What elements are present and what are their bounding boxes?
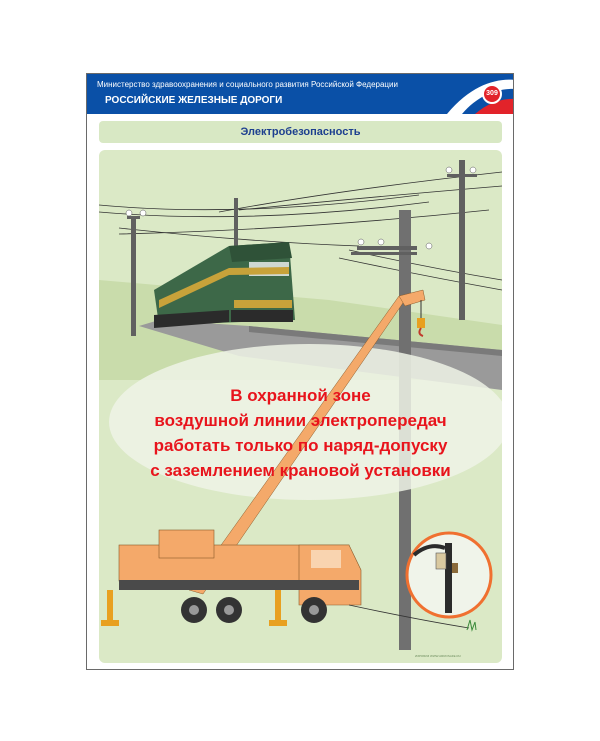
poster <box>86 73 514 670</box>
grounding-detail <box>407 533 491 617</box>
header-banner <box>87 74 513 114</box>
ministry-text: Министерство здравоохранения и социального развития Российской Федерации <box>97 80 398 89</box>
illustration-scene <box>99 150 502 663</box>
poster-number-badge: 309 <box>482 84 502 104</box>
page-title: Электробезопасность <box>99 121 502 143</box>
warning-message <box>99 383 502 483</box>
warning-line: В охранной зоне <box>230 386 371 405</box>
warning-line: с заземлением крановой установки <box>150 461 451 480</box>
warning-line: воздушной линии электропередач <box>154 411 447 430</box>
footer-note: ИЗРОБИЗ WWW.ARROSAFE.RU <box>415 654 461 658</box>
organization-name: РОССИЙСКИЕ ЖЕЛЕЗНЫЕ ДОРОГИ <box>105 95 283 106</box>
warning-line: работать только по наряд-допуску <box>153 436 448 455</box>
